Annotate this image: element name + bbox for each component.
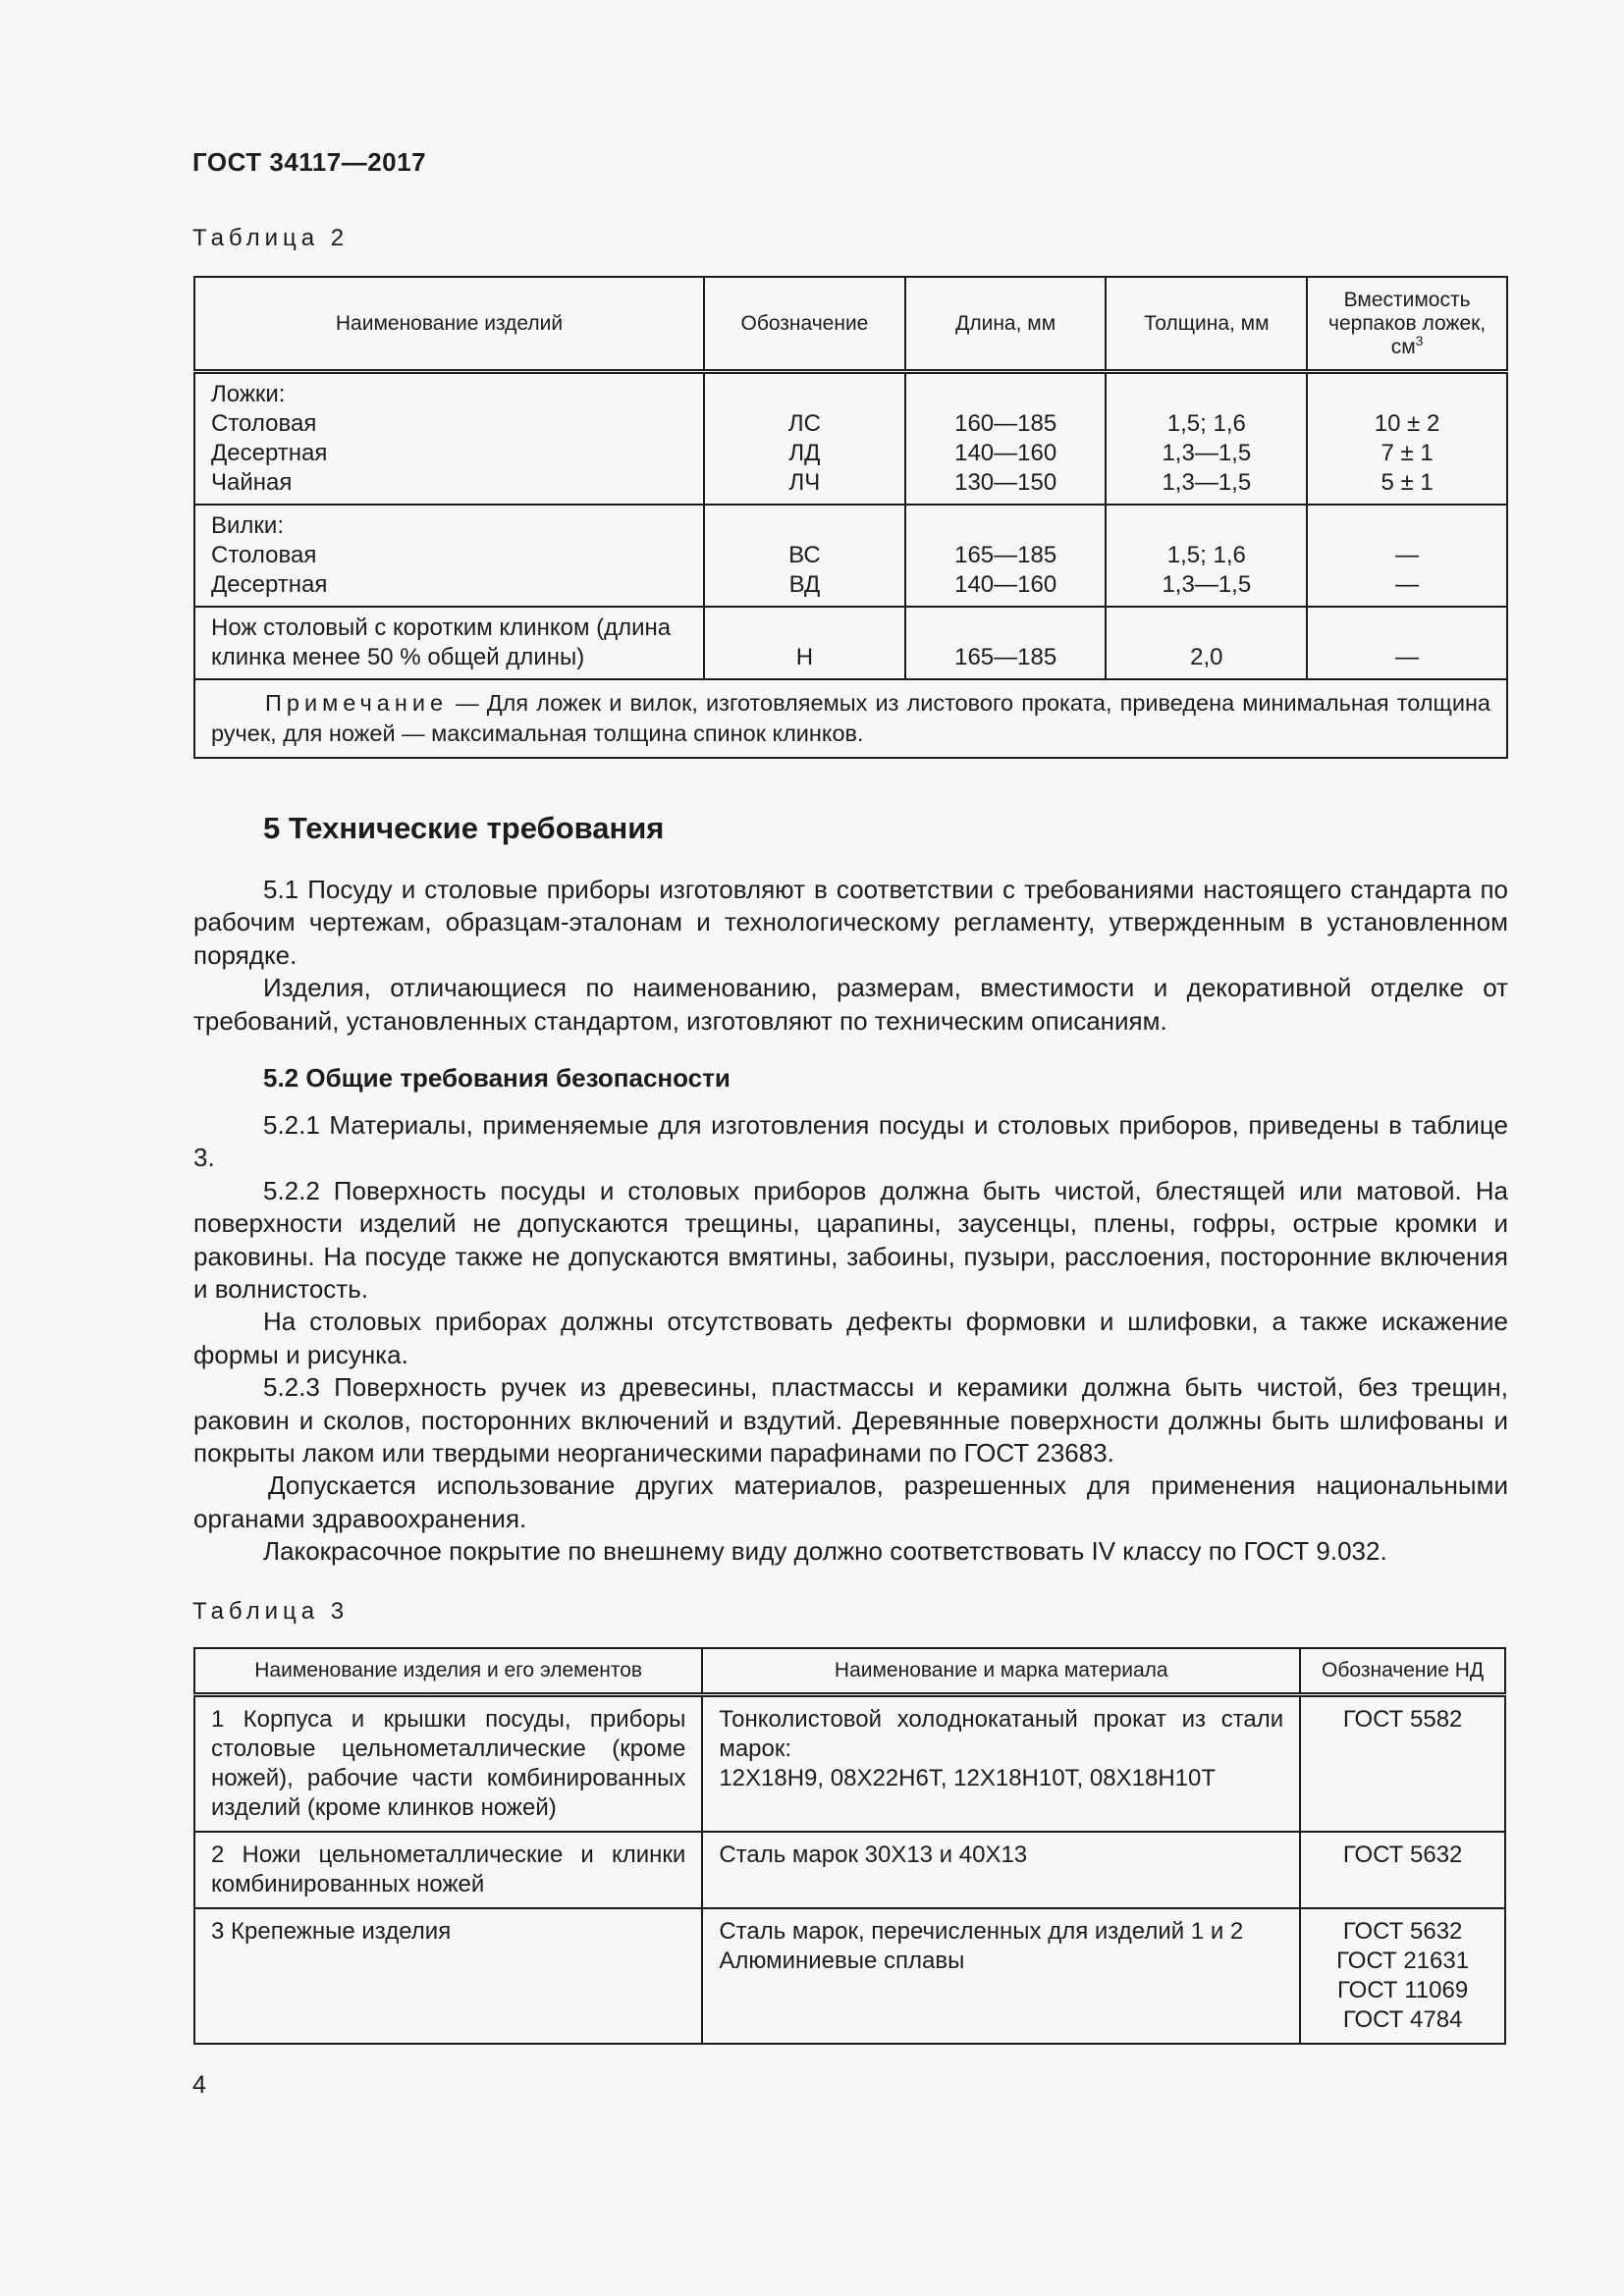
forks-thickness-cell — [1106, 505, 1307, 607]
spoon-designation: ЛС — [787, 410, 821, 437]
table2-caption: Таблица 2 — [192, 225, 350, 251]
table-row — [194, 1832, 1505, 1908]
table3-header-material: Наименование и марка материала — [702, 1648, 1300, 1695]
table3-material-cell — [702, 1695, 1300, 1833]
capacity-line2: черпаков ложек, — [1328, 311, 1487, 335]
table-row — [194, 505, 1507, 607]
spoon-capacity: 7 ± 1 — [1380, 440, 1434, 466]
knife-name-line2: клинка менее 50 % общей длины) — [211, 644, 585, 670]
capacity-unit-exponent: 3 — [1415, 332, 1424, 348]
table3-item-cell: 2 Ножи цельнометаллические и клинки комбинированных ножей — [194, 1832, 702, 1908]
forks-group-label: Вилки: — [211, 512, 284, 539]
paragraph: 5.2.2 Поверхность посуды и столовых приборов должна быть чистой, блестящей или матовой. На поверхности изделий не допускаются трещины, царапины, заусенцы, плены, гофры, острые кромки и раковины. На посуде также не допускаются вмятины, забоины, пузыри, расслоения, посторонние включения и волнистость. — [193, 1175, 1508, 1305]
table2-header-row — [194, 277, 1507, 372]
section-5-1-text — [193, 874, 1508, 1038]
doc-ref: ГОСТ 21631 — [1336, 1948, 1470, 1974]
paragraph: 5.2.1 Материалы, применяемые для изготовления посуды и столовых приборов, приведены в таблице 3. — [193, 1110, 1508, 1173]
spoon-name: Столовая — [211, 410, 317, 437]
table3-item-cell: 3 Крепежные изделия — [194, 1908, 702, 2044]
table3-material-cell — [702, 1908, 1300, 2044]
spoons-designation-cell — [704, 372, 905, 506]
knife-name-cell — [194, 607, 704, 679]
fork-designation: ВС — [788, 542, 821, 568]
fork-length: 165—185 — [954, 542, 1057, 568]
table2-note — [194, 679, 1507, 758]
forks-capacity-cell — [1307, 505, 1507, 607]
spoons-names-cell — [194, 372, 704, 506]
spoon-length: 130—150 — [954, 469, 1057, 496]
paragraph: 5.1 Посуду и столовые приборы изготовляют в соответствии с требованиями настоящего стандарта по рабочим чертежам, образцам-эталонам и технологическому регламенту, утвержденным в установленном порядке. — [193, 875, 1508, 970]
paragraph: Лакокрасочное покрытие по внешнему виду должно соответствовать IV классу по ГОСТ 9.032. — [263, 1536, 1387, 1567]
knife-capacity-cell — [1307, 607, 1507, 679]
forks-names-cell — [194, 505, 704, 607]
knife-thickness: 2,0 — [1190, 644, 1223, 670]
note-text: — Для ложек и вилок, изготовляемых из листового проката, приведена минимальная толщина ручек, для ножей — максимальная толщина спинок клинков. — [211, 690, 1490, 746]
spoon-name: Чайная — [211, 469, 293, 496]
paragraph: Изделия, отличающиеся по наименованию, размерам, вместимости и декоративной отделке от требований, установленных стандартом, изготовляют по техническим описаниям. — [193, 973, 1508, 1036]
table2-header-length: Длина, мм — [905, 277, 1107, 372]
table-row — [194, 1695, 1505, 1833]
table2 — [193, 276, 1508, 759]
spoons-capacity-cell — [1307, 372, 1507, 506]
spoon-capacity: 10 ± 2 — [1374, 410, 1440, 437]
page-number: 4 — [192, 2071, 206, 2099]
section-5-2-text — [193, 1109, 1508, 1569]
forks-length-cell — [905, 505, 1107, 607]
section-5-2-title: 5.2 Общие требования безопасности — [263, 1063, 731, 1093]
fork-capacity: — — [1395, 571, 1420, 598]
capacity-unit-wrap — [1308, 332, 1506, 359]
doc-ref: ГОСТ 11069 — [1337, 1977, 1469, 2003]
table2-note-row — [194, 679, 1507, 758]
spoon-length: 140—160 — [954, 440, 1057, 466]
fork-thickness: 1,5; 1,6 — [1166, 542, 1246, 568]
table3-doc-cell — [1300, 1832, 1505, 1908]
spoon-capacity: 5 ± 1 — [1380, 469, 1434, 496]
table2-header-capacity — [1307, 277, 1507, 372]
paragraph: Допускается использование других материалов, разрешенных для применения национальными органами здравоохранения. — [193, 1470, 1508, 1533]
doc-ref: ГОСТ 5632 — [1342, 1918, 1463, 1945]
note-label: Примечание — [265, 690, 449, 716]
table3-header-row — [194, 1648, 1505, 1695]
forks-designation-cell — [704, 505, 905, 607]
table3-material-cell — [702, 1832, 1300, 1908]
fork-name: Десертная — [211, 571, 328, 598]
knife-designation-cell — [704, 607, 905, 679]
table-row — [194, 607, 1507, 679]
doc-ref: ГОСТ 5582 — [1342, 1706, 1463, 1733]
spoon-thickness: 1,3—1,5 — [1162, 440, 1252, 466]
knife-thickness-cell — [1106, 607, 1307, 679]
fork-name: Столовая — [211, 542, 317, 568]
table3-header-item: Наименование изделия и его элементов — [194, 1648, 702, 1695]
spoon-designation: ЛД — [788, 440, 821, 466]
knife-length-cell — [905, 607, 1107, 679]
spoon-thickness: 1,3—1,5 — [1162, 469, 1252, 496]
knife-name-line1: Нож столовый с коротким клинком (длина — [211, 614, 672, 641]
fork-length: 140—160 — [954, 571, 1057, 598]
spoon-designation: ЛЧ — [788, 469, 821, 496]
document-header: ГОСТ 34117—2017 — [192, 147, 427, 177]
spoons-thickness-cell — [1106, 372, 1307, 506]
spoon-length: 160—185 — [954, 410, 1057, 437]
table3-doc-cell — [1300, 1695, 1505, 1833]
spoons-group-label: Ложки: — [211, 381, 286, 407]
material-line: Сталь марок 30Х13 и 40Х13 — [719, 1842, 1028, 1868]
paragraph: 5.2.3 Поверхность ручек из древесины, пластмассы и керамики должна быть чистой, без трещин, раковин и сколов, посторонних включений и вздутий. Деревянные поверхности должны быть шлифованы и покрыты лаком или твердыми неорганическими парафинами по ГОСТ 23683. — [193, 1372, 1508, 1468]
doc-ref: ГОСТ 4784 — [1342, 2006, 1463, 2033]
material-line: Алюминиевые сплавы — [719, 1948, 965, 1974]
doc-ref: ГОСТ 5632 — [1342, 1842, 1463, 1868]
section-5-title: 5 Технические требования — [263, 811, 665, 845]
table3-header-doc: Обозначение НД — [1300, 1648, 1505, 1695]
material-line: Сталь марок, перечисленных для изделий 1 и 2 — [719, 1918, 1244, 1945]
table-row — [194, 1908, 1505, 2044]
spoon-name: Десертная — [211, 440, 328, 466]
fork-designation: ВД — [788, 571, 821, 598]
knife-designation: Н — [795, 644, 814, 670]
table2-header-thickness: Толщина, мм — [1106, 277, 1307, 372]
table3 — [193, 1647, 1506, 2045]
knife-capacity: — — [1395, 644, 1420, 670]
table3-item-cell: 1 Корпуса и крышки посуды, приборы столовые цельнометаллические (кроме ножей), рабочие части комбинированных изделий (кроме клинков ножей) — [194, 1695, 702, 1833]
paragraph: На столовых приборах должны отсутствовать дефекты формовки и шлифовки, а также искажение формы и рисунка. — [193, 1307, 1508, 1369]
material-line: 12Х18Н9, 08Х22Н6Т, 12Х18Н10Т, 08Х18Н10Т — [719, 1765, 1217, 1791]
fork-capacity: — — [1395, 542, 1420, 568]
knife-length: 165—185 — [954, 644, 1057, 670]
capacity-line1: Вместимость — [1343, 288, 1471, 311]
capacity-unit: см — [1390, 335, 1416, 358]
table3-caption: Таблица 3 — [192, 1598, 350, 1625]
table2-header-designation: Обозначение — [704, 277, 905, 372]
table-row — [194, 372, 1507, 506]
spoons-length-cell — [905, 372, 1107, 506]
table3-doc-cell — [1300, 1908, 1505, 2044]
fork-thickness: 1,3—1,5 — [1162, 571, 1252, 598]
table2-header-name: Наименование изделий — [194, 277, 704, 372]
spoon-thickness: 1,5; 1,6 — [1166, 410, 1246, 437]
material-line: Тонколистовой холоднокатаный прокат из стали марок: — [719, 1706, 1284, 1762]
